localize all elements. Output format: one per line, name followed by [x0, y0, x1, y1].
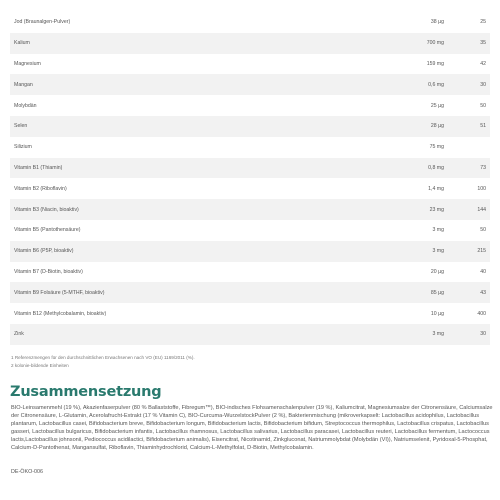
nutrient-amount: 1,4 mg: [428, 185, 444, 192]
nutrient-reference-percent: 35: [480, 40, 486, 47]
nutrient-reference-percent: 30: [480, 81, 486, 88]
nutrient-name: Selen: [14, 123, 28, 130]
nutrient-name: Silizium: [14, 144, 32, 151]
nutrient-reference-percent: 30: [480, 331, 486, 338]
nutrient-name: Vitamin B7 (D-Biotin, bioaktiv): [14, 268, 83, 275]
table-row: [10, 262, 490, 283]
footnote-cfu: 2 kolonie-bildende Einheiten: [11, 362, 69, 368]
table-row: [10, 95, 490, 116]
table-row: [10, 282, 490, 303]
table-row: [10, 116, 490, 137]
nutrition-table: [10, 12, 490, 345]
footnotes: [11, 354, 195, 369]
nutrient-name: Vitamin B3 (Niacin, bioaktiv): [14, 206, 79, 213]
nutrient-amount: 0,8 mg: [428, 164, 444, 171]
nutrient-name: Magnesium: [14, 60, 41, 67]
nutrient-name: Vitamin B9 Folsäure (5-MTHF, bioaktiv): [14, 289, 105, 296]
nutrient-amount: 20 µg: [430, 268, 444, 275]
nutrient-amount: 23 mg: [429, 206, 444, 213]
table-row: [10, 220, 490, 241]
table-row: [10, 241, 490, 262]
organic-control-code: DE-ÖKO-006: [11, 469, 44, 475]
nutrient-name: Vitamin B2 (Riboflavin): [14, 185, 67, 192]
nutrient-reference-percent: 144: [477, 206, 486, 213]
footnote-reference: 1 Referenzmengen für den durchschnittlichen Erwachsenen nach VO (EU) 1169/2011 (%).: [11, 355, 195, 360]
nutrient-amount: 3 mg: [432, 248, 444, 255]
nutrient-reference-percent: 43: [480, 289, 486, 296]
nutrient-amount: 3 mg: [432, 227, 444, 234]
nutrient-amount: 28 µg: [430, 123, 444, 130]
nutrient-name: Molybdän: [14, 102, 37, 109]
table-row: [10, 158, 490, 179]
nutrient-name: Mangan: [14, 81, 33, 88]
table-row: [10, 54, 490, 75]
nutrient-reference-percent: 50: [480, 227, 486, 234]
nutrient-amount: 3 mg: [432, 331, 444, 338]
nutrient-amount: 159 mg: [426, 60, 444, 67]
ingredients-text: BIO-Leinsamenmehl (19 %), Akazienfaserpulver (80 % Ballaststoffe, Fibregum™), BIO-indisches Flohsamenschalenpulver (19 %), Kaliumcitrat, Magnesiumsalze der Citronensäure, Calciumsalze der Citronensäure, L-Glutamin, Acerolafrucht-Extrakt (17 % Vitamin C), BIO-Curcuma-WurzelstockPulver (2 %), Bakterienmischung (mikroverkapselt: Lactobacillus acidophilus, Lactobacillus plantarum, Lactobacillus casei, Bifidobacterium breve, Bifidobacterium longum, Bifidobacterium lactis, Bifidobacterium bifidum, Streptococcus thermophilus, Lactobacillus crispatus, Lactobacillus gasseri, Lactobacillus bulgaricus, Bifidobacterium infantis, Lactobacillus rhamnosus, Lactobacillus salivarius, Lactobacillus paracasei, Lactobacillus reuteri, Lactobacillus fermentum, Lactococcus lactis,Lactobacillus johnsonii, Pediococcus acidilactici, Bifidobacterium animalis), Eisencitrat, Nicotinamid, Zinkgluconat, Natriummolybdat (Molybdän (VI)), Natriumselenit, Pyridoxal-5-Phosphat, Calcium-D-Pantothenat, Mangansulfat, Riboflavin, Thiaminhydrochlorid, Calcium-L-Methylfolat, D-Biotin, Methylcobalamin.: [11, 405, 493, 452]
nutrient-name: Vitamin B6 (P5P, bioaktiv): [14, 248, 74, 255]
nutrient-reference-percent: 42: [480, 60, 486, 67]
nutrient-name: Jod (Braunalgen-Pulver): [14, 19, 71, 26]
table-row: [10, 199, 490, 220]
nutrient-amount: 75 mg: [429, 144, 444, 151]
nutrient-name: Zink: [14, 331, 24, 338]
nutrient-amount: 700 mg: [426, 40, 444, 47]
nutrient-reference-percent: 25: [480, 19, 486, 26]
table-row: [10, 303, 490, 324]
table-row: [10, 12, 490, 33]
nutrient-amount: 10 µg: [430, 310, 444, 317]
nutrient-reference-percent: 100: [477, 185, 486, 192]
nutrient-reference-percent: 215: [477, 248, 486, 255]
section-heading: Zusammensetzung: [10, 384, 162, 400]
table-row: [10, 33, 490, 54]
nutrient-name: Vitamin B12 (Methylcobalamin, bioaktiv): [14, 310, 107, 317]
nutrient-amount: 25 µg: [430, 102, 444, 109]
table-row: [10, 74, 490, 95]
nutrient-reference-percent: 400: [477, 310, 486, 317]
nutrient-amount: 0,6 mg: [428, 81, 444, 88]
nutrient-name: Kalium: [14, 40, 30, 47]
nutrient-reference-percent: 50: [480, 102, 486, 109]
nutrient-reference-percent: 40: [480, 268, 486, 275]
nutrient-reference-percent: 51: [480, 123, 486, 130]
nutrient-name: Vitamin B1 (Thiamin): [14, 164, 63, 171]
nutrient-amount: 38 µg: [430, 19, 444, 26]
table-row: [10, 137, 490, 158]
nutrient-amount: 85 µg: [430, 289, 444, 296]
nutrient-name: Vitamin B5 (Pantothensäure): [14, 227, 81, 234]
table-row: [10, 178, 490, 199]
nutrient-reference-percent: 73: [480, 164, 486, 171]
table-row: [10, 324, 490, 345]
